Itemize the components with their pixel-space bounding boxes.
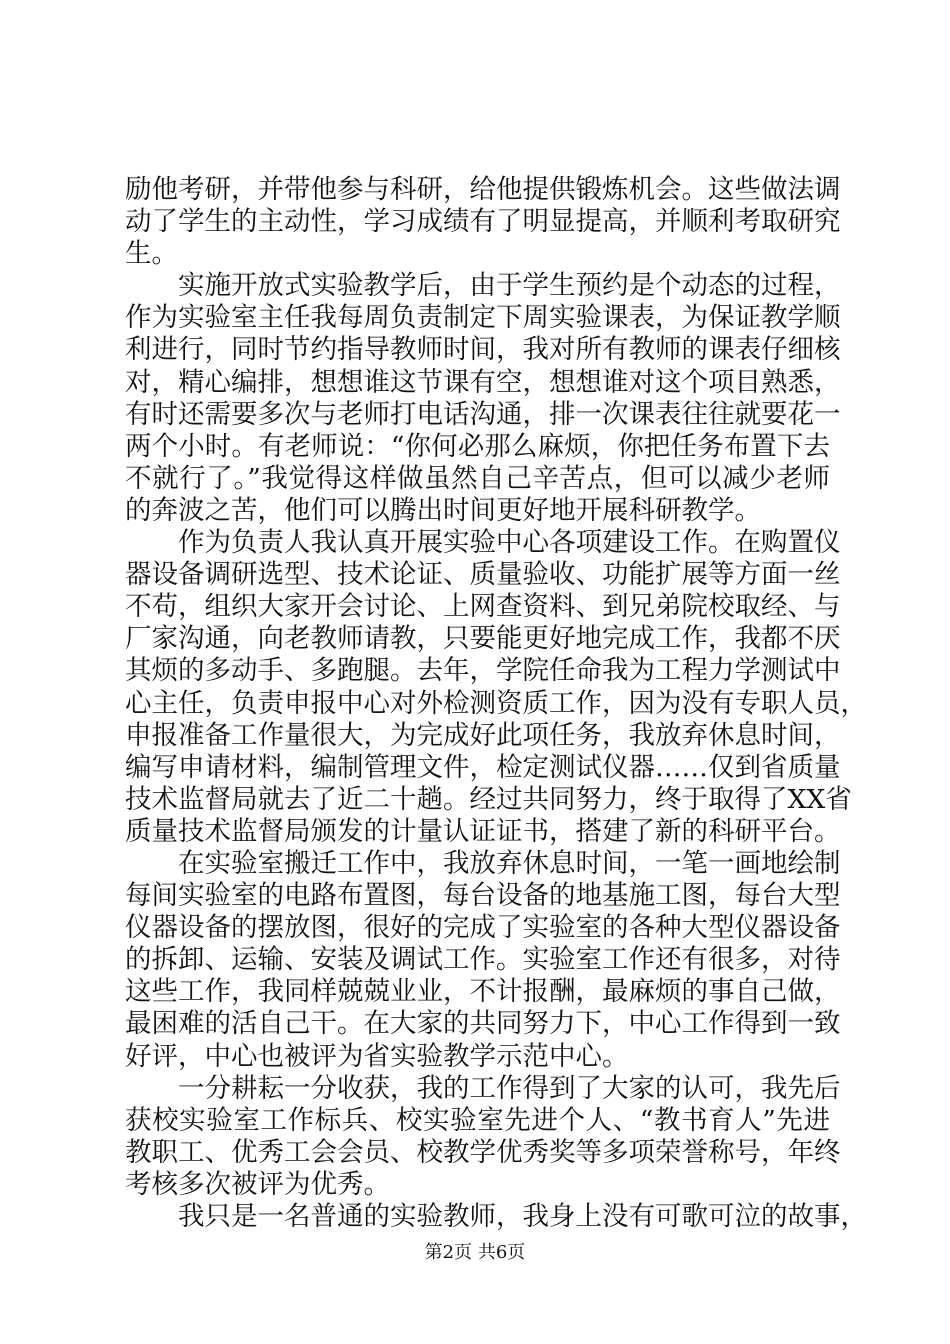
text-line: 不就行了。”我觉得这样做虽然自己辛苦点，但可以减少老师 bbox=[125, 462, 830, 494]
text-line: 利进行，同时节约指导教师时间，我对所有教师的课表仔细核 bbox=[125, 334, 841, 366]
text-line: 作为负责人我认真开展实验中心各项建设工作。在购置仪 bbox=[178, 527, 841, 559]
text-line: 我只是一名普通的实验教师，我身上没有可歌可泣的故事， bbox=[178, 1201, 867, 1232]
text-line: 励他考研，并带他参与科研，给他提供锻炼机会。这些做法调 bbox=[125, 174, 841, 205]
text-line: 有时还需要多次与老师打电话沟通，排一次课表往往就要花一 bbox=[125, 398, 841, 430]
text-line: 仪器设备的摆放图，很好的完成了实验室的各种大型仪器设备 bbox=[125, 912, 841, 944]
text-line: 动了学生的主动性，学习成绩有了明显提高，并顺利考取研究 bbox=[125, 206, 841, 238]
text-line: 获校实验室工作标兵、校实验室先进个人、“教书育人”先进 bbox=[125, 1104, 830, 1136]
text-line: 对，精心编排，想想谁这节课有空，想想谁对这个项目熟悉， bbox=[125, 366, 841, 398]
text-line: 不苟，组织大家开会讨论、上网查资料、到兄弟院校取经、与 bbox=[125, 591, 841, 623]
text-line: 编写申请材料，编制管理文件，检定测试仪器……仅到省质量 bbox=[125, 751, 841, 783]
text-line: 这些工作，我同样兢兢业业，不计报酬，最麻烦的事自己做， bbox=[125, 976, 841, 1008]
text-line: 心主任，负责申报中心对外检测资质工作，因为没有专职人员， bbox=[125, 687, 867, 719]
text-line: 教职工、优秀工会会员、校教学优秀奖等多项荣誉称号，年终 bbox=[125, 1136, 841, 1168]
text-line: 其烦的多动手、多跑腿。去年，学院任命我为工程力学测试中 bbox=[125, 655, 841, 687]
text-line: 考核多次被评为优秀。 bbox=[125, 1168, 390, 1200]
text-line: 两个小时。有老师说：“你何必那么麻烦，你把任务布置下去 bbox=[125, 430, 830, 462]
document-body bbox=[125, 174, 867, 1233]
text-line: 生。 bbox=[125, 238, 178, 270]
text-line: 好评，中心也被评为省实验教学示范中心。 bbox=[125, 1040, 629, 1072]
page-number: 第2页 共6页 bbox=[424, 1242, 526, 1263]
text-line: 质量技术监督局颁发的计量认证证书，搭建了新的科研平台。 bbox=[125, 815, 841, 847]
text-line: 技术监督局就去了近二十趟。经过共同努力，终于取得了XX省 bbox=[125, 783, 852, 815]
text-line: 实施开放式实验教学后，由于学生预约是个动态的过程， bbox=[178, 270, 841, 302]
text-line: 最困难的活自己干。在大家的共同努力下，中心工作得到一致 bbox=[125, 1008, 841, 1040]
text-line: 厂家沟通，向老教师请教，只要能更好地完成工作，我都不厌 bbox=[125, 623, 841, 655]
text-line: 每间实验室的电路布置图，每台设备的地基施工图，每台大型 bbox=[125, 880, 841, 912]
text-line: 的奔波之苦，他们可以腾出时间更好地开展科研教学。 bbox=[125, 494, 761, 526]
text-line: 器设备调研选型、技术论证、质量验收、功能扩展等方面一丝 bbox=[125, 559, 841, 591]
text-line: 申报准备工作量很大，为完成好此项任务，我放弃休息时间， bbox=[125, 719, 841, 751]
text-line: 的拆卸、运输、安装及调试工作。实验室工作还有很多，对待 bbox=[125, 944, 841, 976]
text-line: 在实验室搬迁工作中，我放弃休息时间，一笔一画地绘制 bbox=[178, 847, 841, 879]
text-line: 作为实验室主任我每周负责制定下周实验课表，为保证教学顺 bbox=[125, 302, 841, 334]
text-line: 一分耕耘一分收获，我的工作得到了大家的认可，我先后 bbox=[178, 1072, 841, 1104]
